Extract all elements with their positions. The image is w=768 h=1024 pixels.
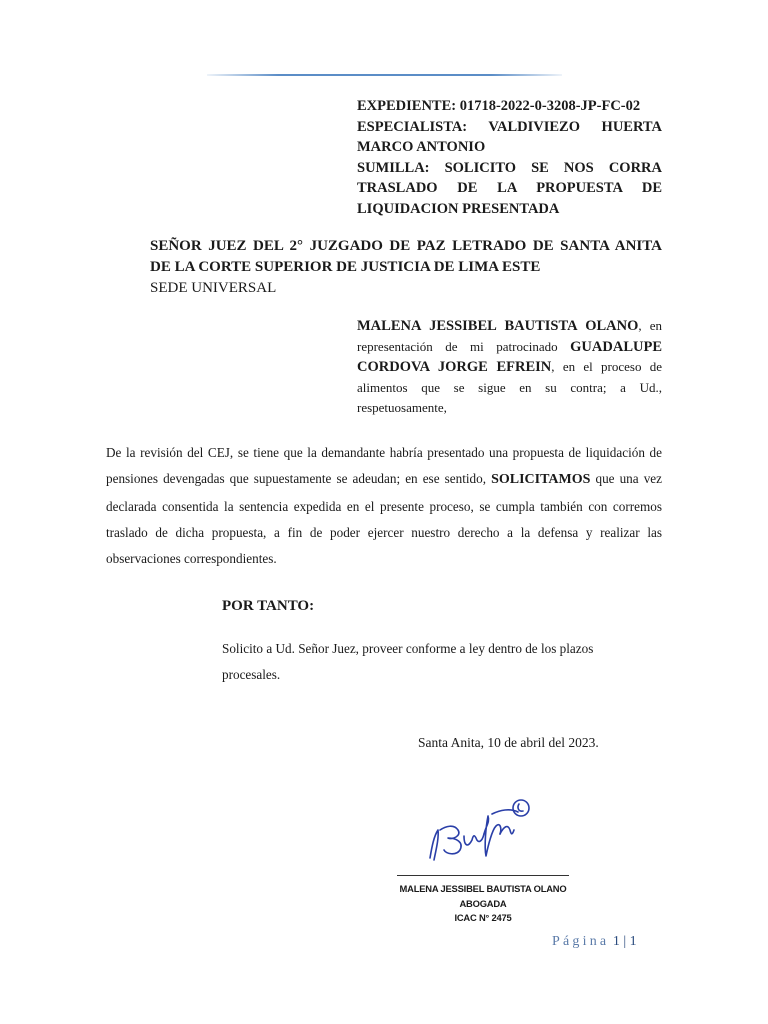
addressee-line-3: SEDE UNIVERSAL <box>150 280 277 296</box>
client-name: GUADALUPE CORDOVA JORGE EFREIN <box>357 338 662 375</box>
page-separator: | <box>623 934 627 949</box>
body-paragraph <box>106 440 662 572</box>
signer-title: ABOGADA <box>459 897 507 909</box>
page-number <box>552 934 637 950</box>
addressee-line-2: DE LA CORTE SUPERIOR DE JUSTICIA DE LIMA ESTE <box>150 259 541 275</box>
request-paragraph: Solicito a Ud. Señor Juez, proveer conforme a ley dentro de los plazos procesales. <box>222 641 594 682</box>
intro-text-2: , en el proceso de alimentos que se sigue en su contra; a Ud., respetuosamente, <box>357 359 663 415</box>
signature-image <box>420 786 538 870</box>
introduction-paragraph <box>357 316 662 419</box>
header-decorative-rule <box>207 74 562 76</box>
page-current: 1 <box>612 934 620 949</box>
body-text-1: De la revisión del CEJ, se tiene que la demandante habría presentado una propuesta de liquidación de pensiones devengadas que supuestamente se adeudan; en ese sentido, <box>106 445 662 487</box>
summary-line-2: TRASLADO DE LA PROPUESTA DE <box>357 180 662 196</box>
signature-line <box>397 875 569 876</box>
page-label: Página <box>552 934 610 949</box>
place-and-date: Santa Anita, 10 de abril del 2023. <box>418 735 599 750</box>
summary-line-3: LIQUIDACION PRESENTADA <box>357 200 560 217</box>
por-tanto-heading: POR TANTO: <box>222 598 315 614</box>
signer-name: MALENA JESSIBEL BAUTISTA OLANO <box>399 883 567 894</box>
intro-text-1: , en representación de mi patrocinado <box>357 318 662 354</box>
body-emphasis: SOLICITAMOS <box>491 472 591 488</box>
signer-block <box>380 882 586 926</box>
signer-registry: ICAC N° 2475 <box>454 912 512 923</box>
summary-line-1: SUMILLA: SOLICITO SE NOS CORRA <box>357 159 662 176</box>
addressee-block <box>150 236 662 299</box>
handwritten-signature <box>420 786 538 870</box>
body-text-2: que una vez declarada consentida la sentencia expedida en el presente proceso, se cumpla también con corremos traslado de dicha propuesta, a fin de poder ejercer nuestro derecho a la defensa y realizar las observaciones correspondientes. <box>106 471 662 567</box>
specialist-line-2: MARCO ANTONIO <box>357 139 486 155</box>
case-header <box>357 96 662 219</box>
attorney-name: MALENA JESSIBEL BAUTISTA OLANO <box>357 318 639 334</box>
page-total: 1 <box>629 934 637 949</box>
addressee-line-1: SEÑOR JUEZ DEL 2° JUZGADO DE PAZ LETRADO DE SANTA ANITA <box>150 238 662 254</box>
case-number: EXPEDIENTE: 01718-2022-0-3208-JP-FC-02 <box>357 98 641 114</box>
specialist-line-1: ESPECIALISTA: VALDIVIEZO HUERTA <box>357 118 662 135</box>
